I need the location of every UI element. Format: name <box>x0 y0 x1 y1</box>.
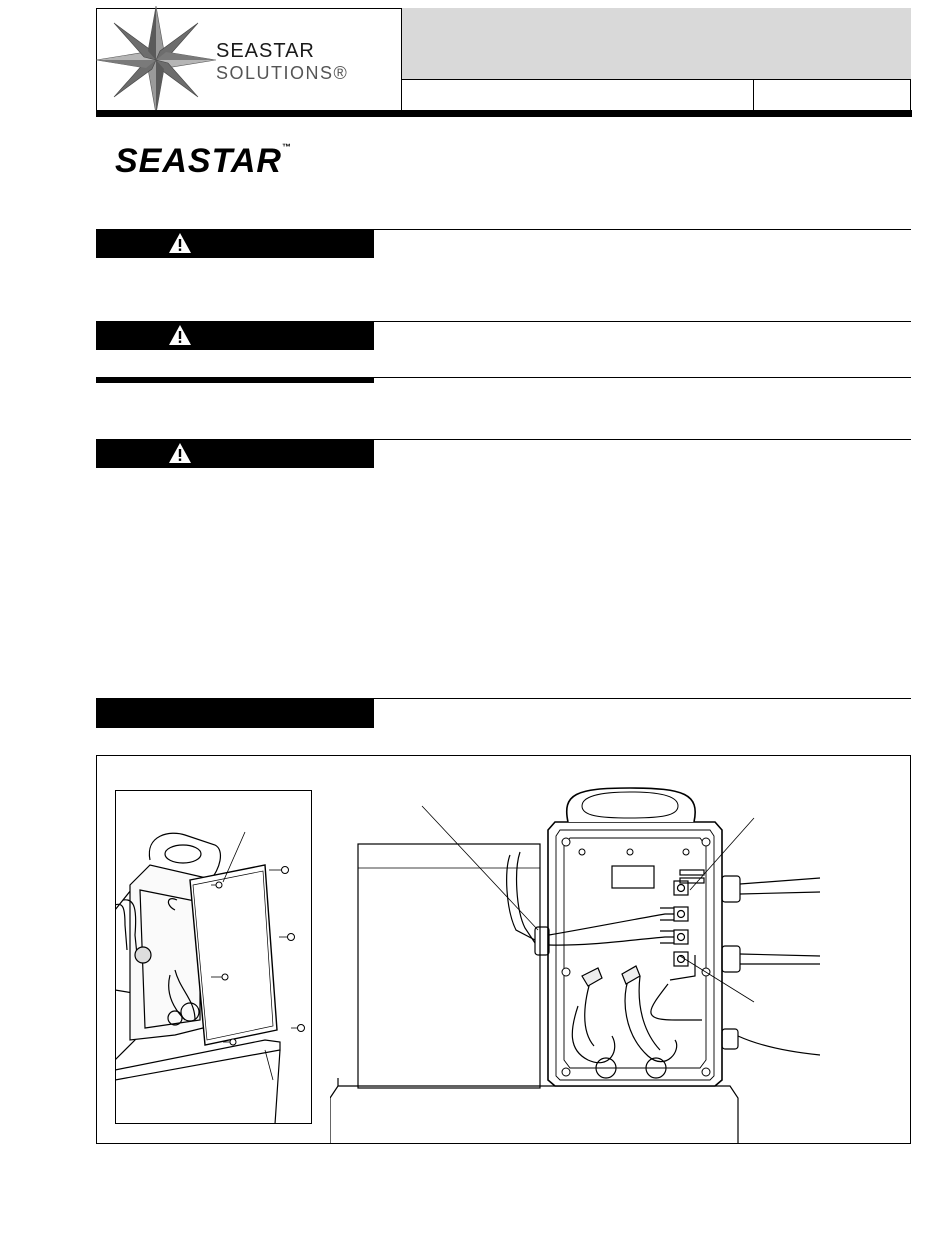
section-rule-5 <box>374 698 911 699</box>
warning-triangle-icon <box>168 324 192 346</box>
section-rule-3 <box>374 377 911 378</box>
document-number-cell <box>402 80 754 111</box>
seastar-wordmark: SEASTAR <box>115 142 282 180</box>
warning-bar-1 <box>96 229 374 258</box>
section-rule-4 <box>374 439 911 440</box>
seastar-logo <box>115 142 292 181</box>
control-box-wiring-illustration <box>330 780 830 1144</box>
header-logo-cell <box>96 8 402 111</box>
heading-bar <box>96 698 374 728</box>
section-rule-2 <box>374 321 911 322</box>
revision-cell <box>754 80 911 111</box>
document-title-cell <box>402 8 911 80</box>
warning-bar-2 <box>96 321 374 350</box>
section-rule-1 <box>374 229 911 230</box>
cover-removal-illustration <box>115 790 312 1124</box>
warning-triangle-icon <box>168 232 192 254</box>
brand-name-line1: SEASTAR <box>216 40 315 62</box>
section-bar-3 <box>96 377 374 383</box>
warning-triangle-icon <box>168 442 192 464</box>
brand-name-line2: SOLUTIONS® <box>216 63 349 83</box>
compass-star-icon <box>96 5 226 115</box>
header-rule <box>96 110 912 117</box>
trademark: ™ <box>281 142 292 152</box>
warning-bar-3 <box>96 439 374 468</box>
